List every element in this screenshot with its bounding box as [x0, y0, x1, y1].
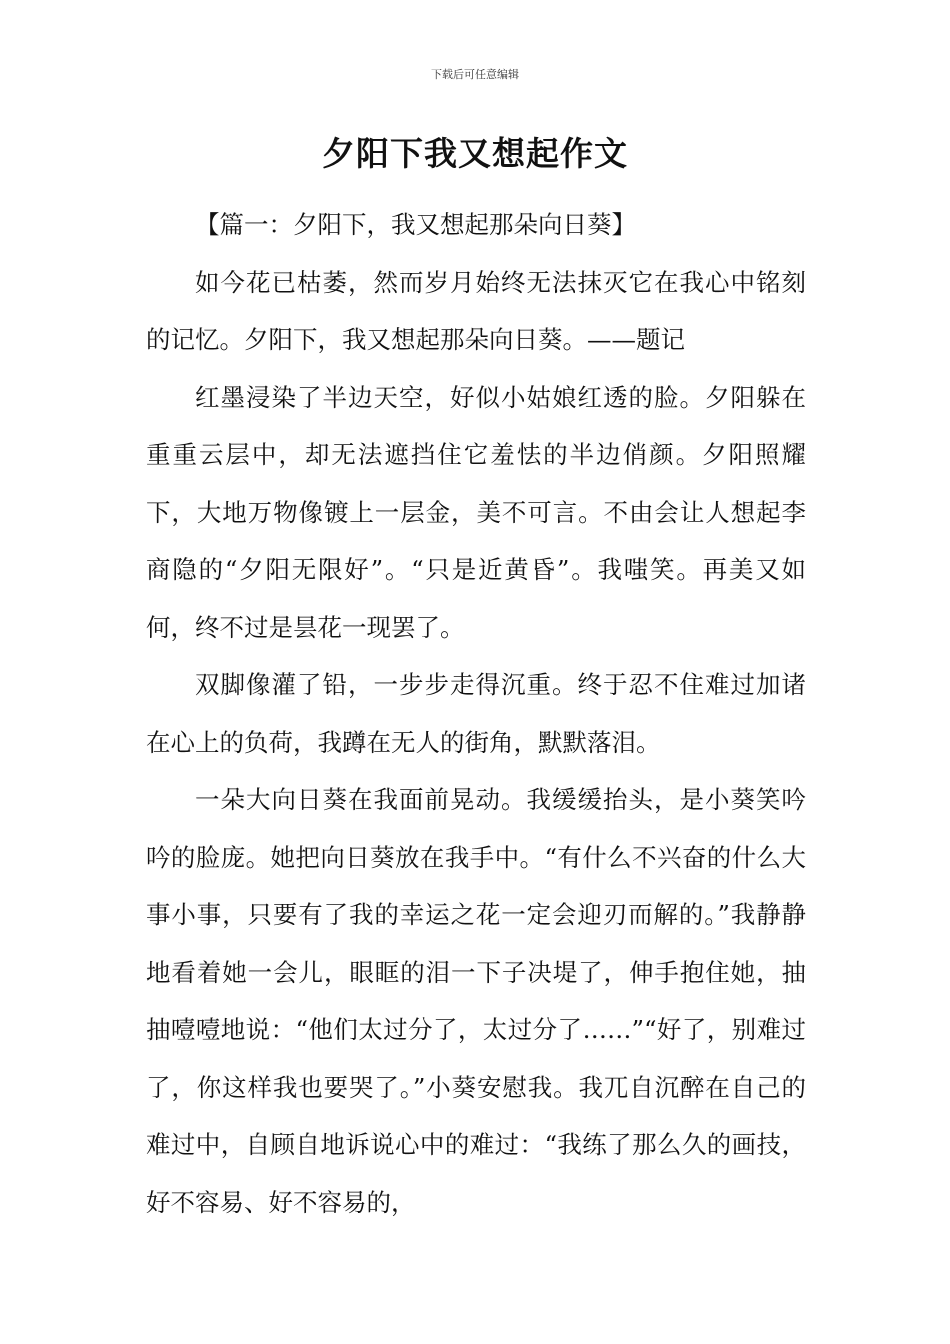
header-note: 下载后可任意编辑 [431, 68, 519, 81]
paragraph: 双脚像灌了铅，一步步走得沉重。终于忍不住难过加诸在心上的负荷，我蹲在无人的街角，默默落泪。 [146, 670, 806, 757]
paragraph: 如今花已枯萎，然而岁月始终无法抹灭它在我心中铭刻的记忆。夕阳下，我又想起那朵向日葵。——题记 [146, 267, 806, 354]
document-body [146, 196, 806, 1231]
document-title: 夕阳下我又想起作文 [322, 134, 628, 173]
section-heading: 【篇一：夕阳下，我又想起那朵向日葵】 [195, 210, 636, 239]
paragraph: 一朵大向日葵在我面前晃动。我缓缓抬头，是小葵笑吟吟的脸庞。她把向日葵放在我手中。“有什么不兴奋的什么大事小事，只要有了我的幸运之花一定会迎刃而解的。”我静静地看着她一会儿，眼眶的泪一下子决堤了，伸手抱住她，抽抽噎噎地说：“他们太过分了，太过分了……”“好了，别难过了，你这样我也要哭了。”小葵安慰我。我兀自沉醉在自己的难过中，自顾自地诉说心中的难过：“我练了那么久的画技，好不容易、好不容易的， [146, 785, 806, 1217]
paragraph: 红墨浸染了半边天空，好似小姑娘红透的脸。夕阳躲在重重云层中，却无法遮挡住它羞怯的半边俏颜。夕阳照耀下，大地万物像镀上一层金，美不可言。不由会让人想起李商隐的“夕阳无限好”。“只是近黄昏”。我嗤笑。再美又如何，终不过是昙花一现罢了。 [146, 382, 806, 642]
